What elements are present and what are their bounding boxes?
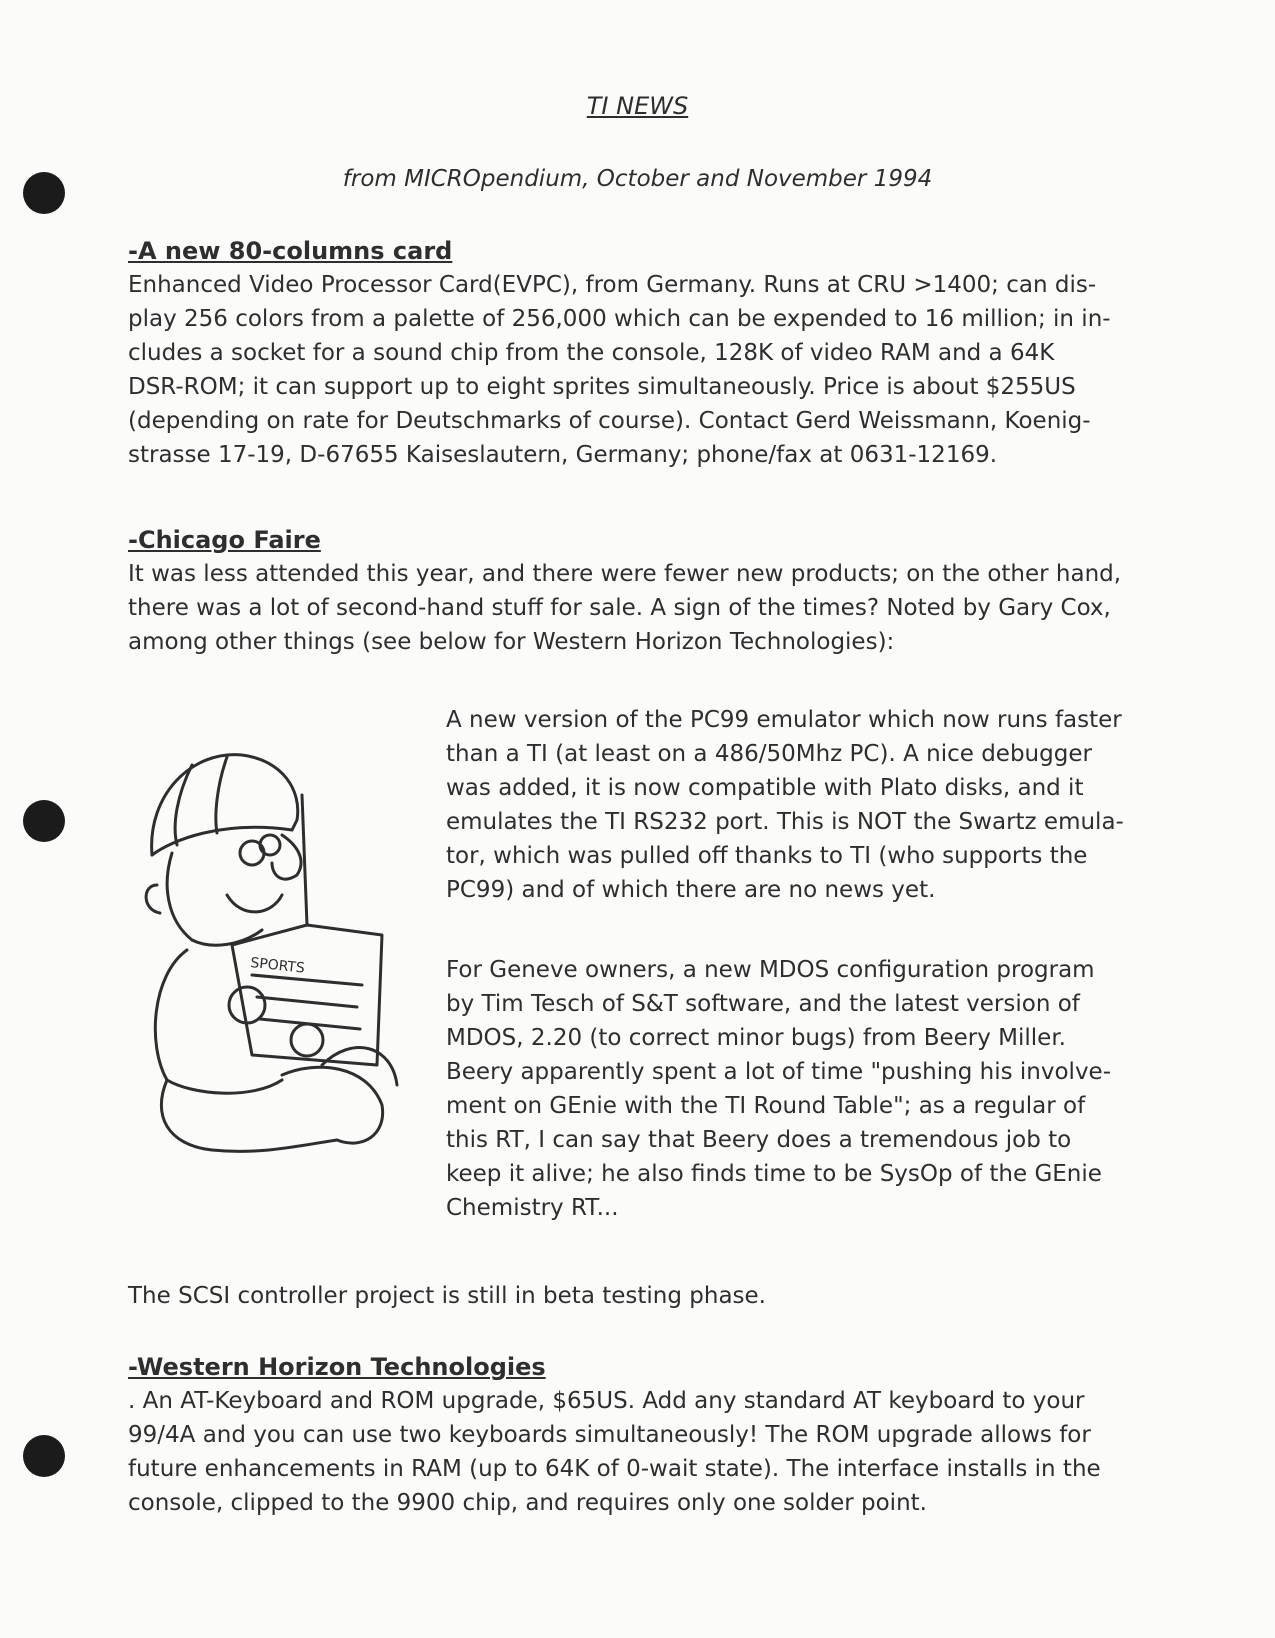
text-line: Chemistry RT... [446, 1195, 619, 1221]
text-line: Beery apparently spent a lot of time "pushing his involve- [446, 1059, 1112, 1085]
text-line: MDOS, 2.20 (to correct minor bugs) from Beery Miller. [446, 1025, 1066, 1051]
text-line: . An AT-Keyboard and ROM upgrade, $65US. Add any standard AT keyboard to your [128, 1388, 1085, 1414]
cartoon-man-reading-newspaper [132, 735, 412, 1185]
text-line: than a TI (at least on a 486/50Mhz PC). A nice debugger [446, 741, 1092, 767]
text-line: there was a lot of second-hand stuff for sale. A sign of the times? Noted by Gary Cox, [128, 595, 1111, 621]
text-line: strasse 17-19, D-67655 Kaiseslautern, Germany; phone/fax at 0631-12169. [128, 442, 998, 468]
text-line: It was less attended this year, and there were fewer new products; on the other hand, [128, 561, 1122, 587]
page-subtitle: from MICROpendium, October and November 1994 [342, 166, 933, 192]
paragraph-scsi [128, 1279, 766, 1313]
section-heading-whi: -Western Horizon Technologies [128, 1353, 546, 1381]
text-line: For Geneve owners, a new MDOS configuration program [446, 957, 1095, 983]
section-heading-chicago: -Chicago Faire [128, 526, 321, 554]
text-line: tor, which was pulled off thanks to TI (who supports the [446, 843, 1088, 869]
text-line: (depending on rate for Deutschmarks of course). Contact Gerd Weissmann, Koenig- [128, 408, 1091, 434]
text-line: PC99) and of which there are no news yet. [446, 877, 936, 903]
binder-hole-middle [23, 800, 65, 842]
text-line: emulates the TI RS232 port. This is NOT the Swartz emula- [446, 809, 1124, 835]
text-line: cludes a socket for a sound chip from the console, 128K of video RAM and a 64K [128, 340, 1055, 366]
text-line: console, clipped to the 9900 chip, and requires only one solder point. [128, 1490, 927, 1516]
text-line: play 256 colors from a palette of 256,000 which can be expended to 16 million; in in- [128, 306, 1111, 332]
text-line: by Tim Tesch of S&T software, and the latest version of [446, 991, 1080, 1017]
paragraph-geneve [446, 953, 1111, 1225]
text-line: 99/4A and you can use two keyboards simultaneously! The ROM upgrade allows for [128, 1422, 1091, 1448]
text-line: DSR-ROM; it can support up to eight sprites simultaneously. Price is about $255US [128, 374, 1076, 400]
section-evpc [128, 236, 1111, 472]
text-line: among other things (see below for Western Horizon Technologies): [128, 629, 895, 655]
newspaper-headline: SPORTS [249, 955, 306, 977]
section-heading-evpc: -A new 80-columns card [128, 237, 453, 265]
page-title: TI NEWS [586, 92, 689, 120]
text-line: keep it alive; he also finds time to be SysOp of the GEnie [446, 1161, 1102, 1187]
text-line: ment on GEnie with the TI Round Table"; as a regular of [446, 1093, 1086, 1119]
paragraph-pc99 [446, 703, 1124, 907]
section-western-horizon [128, 1352, 1101, 1520]
section-chicago-faire [128, 525, 1121, 659]
binder-hole-bottom [23, 1435, 65, 1477]
text-line: future enhancements in RAM (up to 64K of 0-wait state). The interface installs in the [128, 1456, 1101, 1482]
text-line: A new version of the PC99 emulator which now runs faster [446, 707, 1122, 733]
text-line: this RT, I can say that Beery does a tremendous job to [446, 1127, 1072, 1153]
text-line: The SCSI controller project is still in beta testing phase. [128, 1283, 766, 1309]
text-line: Enhanced Video Processor Card(EVPC), from Germany. Runs at CRU >1400; can dis- [128, 272, 1097, 298]
text-line: was added, it is now compatible with Plato disks, and it [446, 775, 1084, 801]
